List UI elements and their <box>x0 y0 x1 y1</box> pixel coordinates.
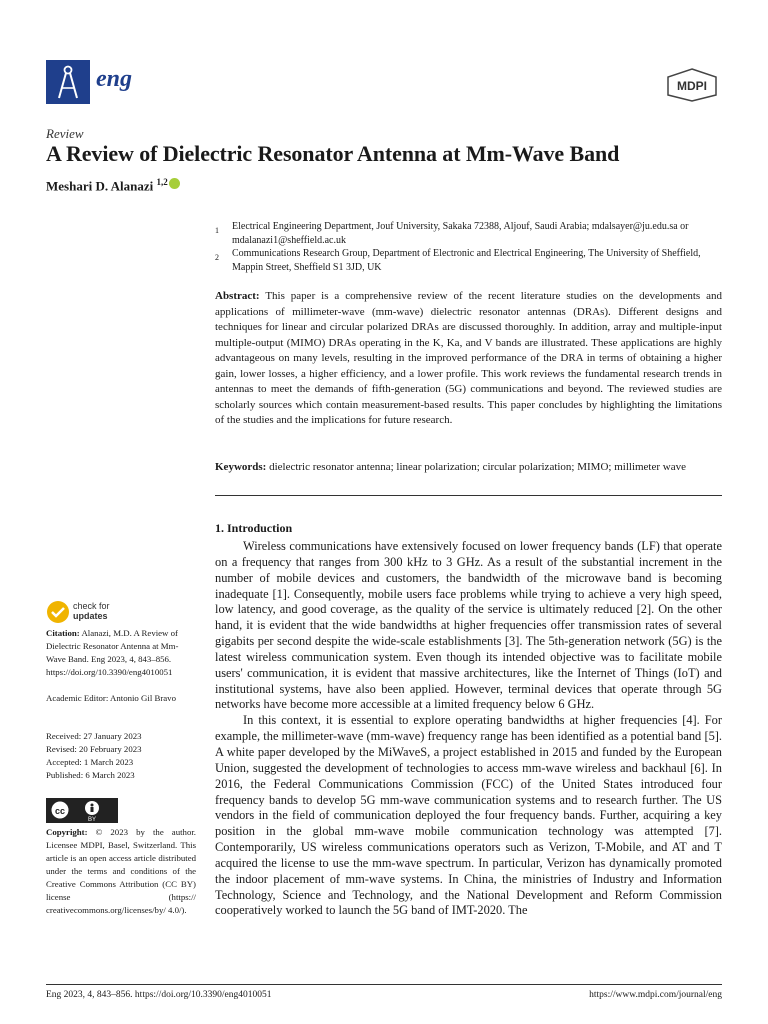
check-for-updates-badge[interactable] <box>46 600 126 624</box>
paragraph-2: In this context, it is essential to explore operating bandwidths at higher frequencies [4]. For example, the millimeter-wave (mm-wave) frequency range has been identified as a potential band [5]. A white paper developed by the MiWaveS, a project established in 2015 and funded by the European Union, suggested the development of technologies to access mm-wave wireless and backhaul [6]. In 2016, the Federal Communications Commission (FCC) of the United States introduced four frequency bands to develop 5G mm-wave communication systems and to research further. The US vendors in the field of communication deployed the four frequency bands. Further, acquiring a key position in the global mm-wave mobile communication technology was attempted [7]. Contemporarily, US wireless communications operators such as Verizon, T-Mobile, and AT and T acquired the license to use the mm-wave spectrum. In particular, Verizon has dynamically promoted the indoor placement of mm-wave systems. In China, the ministries of Industry and Information Technology, Science and Technology, and the National Development and Reform Commission cooperatively worked to launch the 5G band of IMT-2020. The <box>215 713 722 918</box>
cc-by-license-icon[interactable] <box>46 798 118 823</box>
orcid-icon[interactable] <box>169 178 180 189</box>
divider <box>215 495 722 496</box>
mdpi-logo-text: MDPI <box>677 79 707 93</box>
affiliation-1: Electrical Engineering Department, Jouf University, Sakaka 72388, Aljouf, Saudi Arabia; mdalsayer@ju.edu.sa or mdalanazi1@sheffield.ac.uk <box>232 221 689 246</box>
author-name: Meshari D. Alanazi <box>46 178 154 194</box>
keywords <box>215 460 722 476</box>
journal-name: eng <box>96 66 132 92</box>
author-affil-sup: 1,2 <box>156 177 168 187</box>
keywords-label: Keywords: <box>215 461 267 473</box>
abstract-label: Abstract: <box>215 290 260 302</box>
affiliation-num-2: 2 <box>215 253 219 262</box>
footer-citation: Eng 2023, 4, 843–856. https://doi.org/10.3390/eng4010051 <box>46 990 272 1000</box>
copyright <box>46 826 196 917</box>
keywords-text: dielectric resonator antenna; linear polarization; circular polarization; MIMO; millimeter wave <box>269 461 686 473</box>
citation-label: Citation: <box>46 628 80 638</box>
footer-divider <box>46 984 722 985</box>
body-text <box>215 539 722 919</box>
abstract <box>215 289 722 429</box>
revised-date: Revised: 20 February 2023 <box>46 744 142 754</box>
affiliation-2: Communications Research Group, Department of Electronic and Electrical Engineering, The University of Sheffield, Mappin Street, Sheffield S1 3JD, UK <box>232 248 701 273</box>
journal-logo <box>46 60 90 104</box>
accepted-date: Accepted: 1 March 2023 <box>46 757 134 767</box>
affiliation-num-1: 1 <box>215 226 219 235</box>
copyright-text: © 2023 by the author. Licensee MDPI, Basel, Switzerland. This article is an open access article distributed under the terms and conditions of the Creative Commons Attribution (CC BY) license (https:// creativecommons.org/licenses/by/ 4.0/). <box>46 827 196 915</box>
footer-journal-url[interactable]: https://www.mdpi.com/journal/eng <box>589 990 722 1000</box>
received-date: Received: 27 January 2023 <box>46 731 142 741</box>
page-title: A Review of Dielectric Resonator Antenna at Mm-Wave Band <box>46 141 620 166</box>
check-line-1: check for <box>73 601 110 611</box>
section-heading: 1. Introduction <box>215 521 293 535</box>
published-date: Published: 6 March 2023 <box>46 770 135 780</box>
academic-editor: Academic Editor: Antonio Gil Bravo <box>46 693 176 703</box>
abstract-text: This paper is a comprehensive review of the recent literature studies on the developments and applications of millimeter-wave (mm-wave) dielectric resonator antennas (DRAs). Different designs and techniques for linear and circular polarized DRAs are discussed thoroughly. In addition, array and multiple-input multiple-output (MIMO) DRAs operating in the K, Ka, and V bands are illustrated. These applications are highly advantageous on many levels, resulting in the improved performance of the DRA in terms of obtaining a higher gain, lower losses, a higher efficiency, and a lower profile. This work reviews the fundamental research trends in antennas to meet the demands of fifth-generation (5G) communications and beyond. The reviewed studies are scholarly sources which contain measurement-based results. This paper concludes by highlighting the limitations of the studies and the implications for future research. <box>215 290 722 426</box>
mdpi-logo <box>666 68 718 102</box>
check-icon <box>46 600 70 624</box>
article-type: Review <box>46 126 84 141</box>
svg-text:cc: cc <box>54 806 66 816</box>
citation <box>46 627 196 679</box>
paragraph-1: Wireless communications have extensively focused on lower frequency bands (LF) that operate on a frequency that ranges from 300 kHz to 3 GHz. As a result of the substantial increment in the number of mobile devices and customers, the bandwidth of the microwave band is becoming inadequate [1]. Consequently, mobile users face problems while trying to achieve a very high speed, low latency, and good coverage, as the quality of the service is ultimately reduced [2]. On the other hand, it is evident that the wide bandwidths at higher frequencies offer transmission rates of several gigabits per second despite the wide-scale establishments [3]. The 5th-generation network (5G) is the latest wireless communication system. Even though its intended objective was to facilitate mobile users' communication, it is evident that massive architectures, like the Internet of Things (IoT) and institutional systems, have also been applied. However, terminal devices that operate through 5G networks have become more accessible at a limited frequency below 6 GHz. <box>215 539 722 712</box>
check-line-2: updates <box>73 611 108 621</box>
copyright-label: Copyright: <box>46 827 88 837</box>
cc-by-text: BY <box>87 817 97 823</box>
citation-text: Alanazi, M.D. A Review of Dielectric Resonator Antenna at Mm-Wave Band. Eng 2023, 4, 843–856. https://doi.org/10.3390/eng4010051 <box>46 628 179 677</box>
dates <box>46 730 196 782</box>
author <box>46 177 180 194</box>
